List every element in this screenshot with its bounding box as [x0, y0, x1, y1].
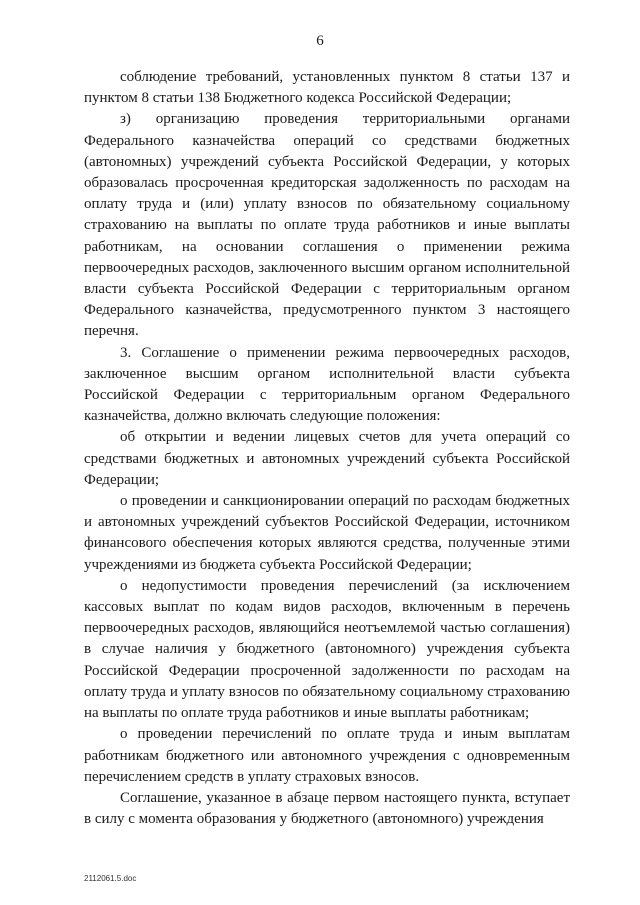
paragraph: соблюдение требований, установленных пунктом 8 статьи 137 и пунктом 8 статьи 138 Бюджетного кодекса Российской Федерации; [84, 69, 570, 107]
paragraph: з) организацию проведения территориальными органами Федерального казначейства операций со средствами бюджетных (автономных) учреждений субъекта Российской Федерации, у которых образовалась просроченная кредиторская задолженность по расходам на оплату труда и (или) уплату взносов по обязательному социальному страхованию на выплаты по оплате труда работников и иные выплаты работникам, на основании соглашения о применении режима первоочередных расходов, заключенного высшим органом исполнительной власти субъекта Российской Федерации с территориальным органом Федерального казначейства, предусмотренного пунктом 3 настоящего перечня. [84, 111, 570, 340]
paragraph: 3. Соглашение о применении режима первоочередных расходов, заключенное высшим органом исполнительной власти субъекта Российской Федерации с территориальным органом Федерального казначейства, должно включать следующие положения: [84, 344, 570, 425]
document-file-reference: 2112061.5.doc [84, 874, 137, 883]
paragraph: об открытии и ведении лицевых счетов для учета операций со средствами бюджетных и автономных учреждений субъекта Российской Федерации; [84, 429, 570, 488]
paragraph: о недопустимости проведения перечислений (за исключением кассовых выплат по кодам видов расходов, включенным в перечень первоочередных расходов, являющийся неотъемлемой частью соглашения) в случае наличия у бюджетного (автономного) учреждения субъекта Российской Федерации просроченной задолженности по расходам на оплату труда и уплату взносов по обязательному социальному страхованию на выплаты по оплате труда работников и иные выплаты работникам; [84, 577, 570, 722]
paragraph: Соглашение, указанное в абзаце первом настоящего пункта, вступает в силу с момента образования у бюджетного (автономного) учреждения [84, 789, 570, 828]
page-number: 6 [316, 33, 324, 49]
paragraph: о проведении перечислений по оплате труда и иным выплатам работникам бюджетного или автономного учреждения с одновременным перечислением средств в уплату страховых взносов. [84, 726, 570, 785]
document-body [84, 67, 570, 830]
paragraph: о проведении и санкционировании операций по расходам бюджетных и автономных учреждений субъектов Российской Федерации, источником финансового обеспечения которых являются средства, полученные этими учреждениями из бюджета субъекта Российской Федерации; [84, 493, 570, 573]
